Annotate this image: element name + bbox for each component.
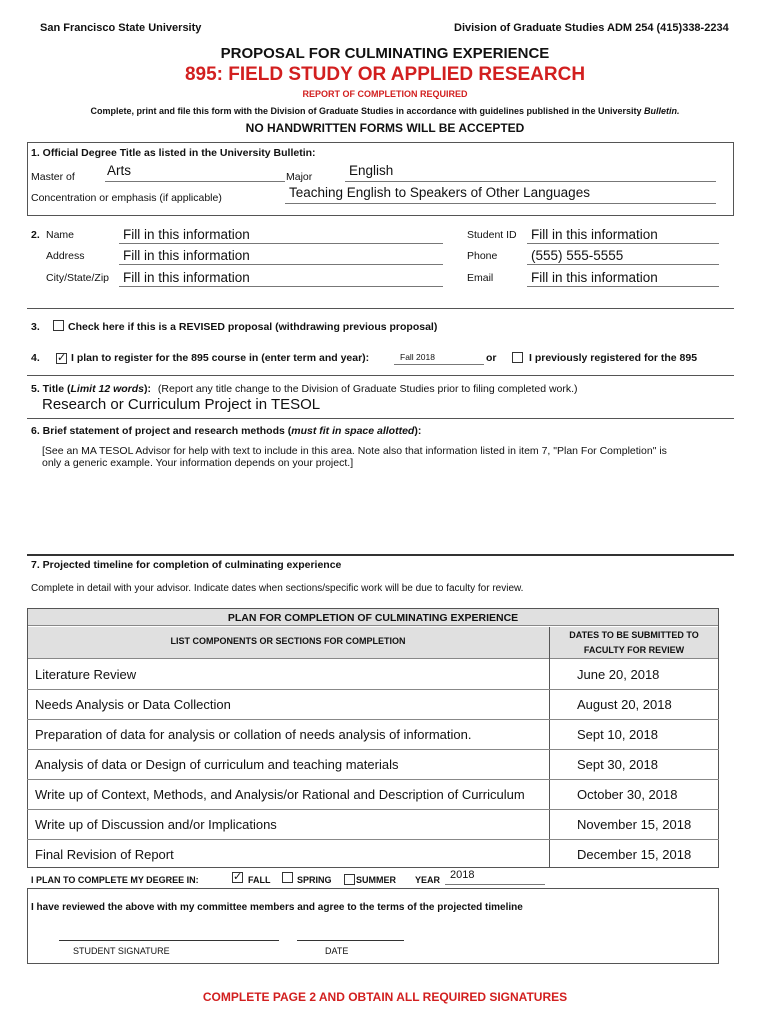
- name-field[interactable]: [119, 226, 443, 244]
- section5-heading-b: ):: [144, 383, 151, 395]
- address-label: Address: [46, 250, 85, 262]
- major-value: English: [349, 163, 394, 178]
- section4-number: 4.: [31, 352, 40, 364]
- section1-heading: 1. Official Degree Title as listed in the University Bulletin:: [31, 147, 316, 159]
- prev-registered-label: I previously registered for the 895: [529, 352, 698, 364]
- year-value: 2018: [450, 869, 475, 881]
- term-value: Fall 2018: [400, 352, 435, 362]
- section5-heading-a: 5. Title (: [31, 383, 71, 395]
- address-value: Fill in this information: [123, 248, 250, 263]
- plan-register-checkbox[interactable]: ✓: [57, 352, 67, 364]
- major-label: Major: [286, 171, 313, 183]
- revised-label: Check here if this is a REVISED proposal (withdrawing previous proposal): [68, 321, 438, 333]
- table-row: [27, 840, 719, 870]
- section5-heading-limit: Limit 12 words: [70, 383, 144, 395]
- section6-heading-italic: must fit in space allotted: [291, 425, 415, 437]
- plan-date[interactable]: June 20, 2018: [577, 667, 660, 682]
- email-label: Email: [467, 272, 494, 284]
- table-row: [27, 660, 719, 690]
- plan-date[interactable]: Sept 30, 2018: [577, 757, 658, 772]
- report-required-note: REPORT OF COMPLETION REQUIRED: [302, 89, 468, 99]
- completion-label: I PLAN TO COMPLETE MY DEGREE IN:: [31, 875, 199, 885]
- divider: [27, 308, 734, 309]
- student-signature-label: STUDENT SIGNATURE: [73, 946, 170, 956]
- plan-col1-header: LIST COMPONENTS OR SECTIONS FOR COMPLETION: [170, 636, 406, 646]
- phone-field[interactable]: [527, 247, 719, 265]
- table-row: [27, 810, 719, 840]
- master-of-label: Master of: [31, 171, 75, 183]
- table-row: [27, 750, 719, 780]
- prev-registered-checkbox[interactable]: [512, 352, 523, 363]
- table-row: [27, 690, 719, 720]
- divider: [27, 375, 734, 376]
- section6-heading-b: ):: [414, 425, 422, 437]
- instructions-text: Complete, print and file this form with the Division of Graduate Studies in accordance with guidelines published in the University: [90, 106, 642, 116]
- student-id-field[interactable]: [527, 226, 719, 244]
- section6-body-line1[interactable]: [See an MA TESOL Advisor for help with text to include in this area. Note also that information listed in item 7, "Plan For Completion" is: [42, 445, 667, 457]
- phone-label: Phone: [467, 250, 498, 262]
- name-label: Name: [46, 229, 75, 241]
- course-title: 895: FIELD STUDY OR APPLIED RESEARCH: [184, 64, 586, 85]
- master-of-field[interactable]: [105, 163, 285, 182]
- email-value: Fill in this information: [531, 270, 658, 285]
- date-label: DATE: [325, 946, 349, 956]
- fall-checkbox[interactable]: ✓: [233, 871, 243, 883]
- division-info: Division of Graduate Studies ADM 254 (415)338-2234: [454, 22, 729, 34]
- term-field[interactable]: [394, 352, 484, 365]
- or-label: or: [486, 352, 497, 364]
- instructions-bulletin: Bulletin.: [644, 106, 680, 116]
- proposal-title: PROPOSAL FOR CULMINATING EXPERIENCE: [220, 45, 550, 62]
- plan-date[interactable]: November 15, 2018: [577, 817, 692, 832]
- plan-component[interactable]: Needs Analysis or Data Collection: [35, 697, 231, 712]
- plan-component[interactable]: Preparation of data for analysis or collation of needs analysis of information.: [35, 727, 472, 742]
- university-name: San Francisco State University: [40, 22, 202, 34]
- student-signature-line[interactable]: [59, 940, 279, 941]
- plan-component[interactable]: Write up of Context, Methods, and Analysis/or Rational and Description of Curriculum: [35, 787, 525, 802]
- student-id-label: Student ID: [467, 229, 517, 241]
- section6-body-line2[interactable]: only a generic example. Your information depends on your project.]: [42, 457, 354, 469]
- plan-register-label: I plan to register for the 895 course in (enter term and year):: [71, 352, 370, 364]
- section7-heading: 7. Projected timeline for completion of culminating experience: [31, 559, 342, 571]
- city-field[interactable]: [119, 269, 443, 287]
- spring-label: SPRING: [297, 875, 332, 885]
- plan-component[interactable]: Analysis of data or Design of curriculum and teaching materials: [35, 757, 399, 772]
- section7-note: Complete in detail with your advisor. Indicate dates when sections/specific work will be due to faculty for review.: [31, 583, 524, 594]
- plan-table-title: PLAN FOR COMPLETION OF CULMINATING EXPERIENCE: [227, 612, 519, 624]
- section6-heading: [31, 425, 421, 437]
- revised-checkbox[interactable]: [53, 320, 64, 331]
- plan-date[interactable]: Sept 10, 2018: [577, 727, 658, 742]
- plan-date[interactable]: August 20, 2018: [577, 697, 672, 712]
- plan-col2-header-line2: FACULTY FOR REVIEW: [583, 645, 685, 655]
- divider: [27, 418, 734, 419]
- address-field[interactable]: [119, 247, 443, 265]
- plan-component[interactable]: Literature Review: [35, 667, 137, 682]
- plan-component[interactable]: Write up of Discussion and/or Implications: [35, 817, 277, 832]
- concentration-field[interactable]: [285, 187, 716, 204]
- footer-note: COMPLETE PAGE 2 AND OBTAIN ALL REQUIRED SIGNATURES: [202, 990, 568, 1004]
- major-field[interactable]: [345, 163, 716, 182]
- section5-heading: [31, 383, 578, 395]
- year-label: YEAR: [415, 875, 441, 885]
- title-value[interactable]: Research or Curriculum Project in TESOL: [42, 396, 321, 413]
- plan-date[interactable]: October 30, 2018: [577, 787, 678, 802]
- no-handwritten-note: NO HANDWRITTEN FORMS WILL BE ACCEPTED: [245, 121, 525, 135]
- signature-statement: I have reviewed the above with my committee members and agree to the terms of the projected timeline: [31, 902, 523, 913]
- table-row: [27, 720, 719, 750]
- email-field[interactable]: [527, 269, 719, 287]
- year-field[interactable]: [445, 870, 545, 885]
- plan-col2-header-line1: DATES TO BE SUBMITTED TO: [569, 630, 699, 640]
- city-value: Fill in this information: [123, 270, 250, 285]
- spring-checkbox[interactable]: [282, 872, 293, 883]
- plan-date[interactable]: December 15, 2018: [577, 847, 692, 862]
- fall-label: FALL: [248, 875, 271, 885]
- section2-number: 2.: [31, 229, 40, 241]
- summer-label: SUMMER: [356, 875, 396, 885]
- divider: [27, 554, 734, 556]
- student-id-value: Fill in this information: [531, 227, 658, 242]
- summer-checkbox[interactable]: [344, 874, 355, 885]
- section6-heading-a: 6. Brief statement of project and research methods (: [31, 425, 292, 437]
- phone-value: (555) 555-5555: [531, 248, 624, 263]
- plan-component[interactable]: Final Revision of Report: [35, 847, 174, 862]
- master-of-value: Arts: [107, 163, 132, 178]
- section3-number: 3.: [31, 321, 40, 333]
- city-label: City/State/Zip: [46, 272, 110, 284]
- table-row: [27, 780, 719, 810]
- name-value: Fill in this information: [123, 227, 250, 242]
- concentration-value: Teaching English to Speakers of Other Languages: [289, 185, 590, 200]
- section5-note: (Report any title change to the Division of Graduate Studies prior to filing completed work.): [157, 383, 578, 395]
- concentration-label: Concentration or emphasis (if applicable): [31, 192, 222, 204]
- date-line[interactable]: [297, 940, 404, 941]
- instructions-note: [0, 106, 770, 116]
